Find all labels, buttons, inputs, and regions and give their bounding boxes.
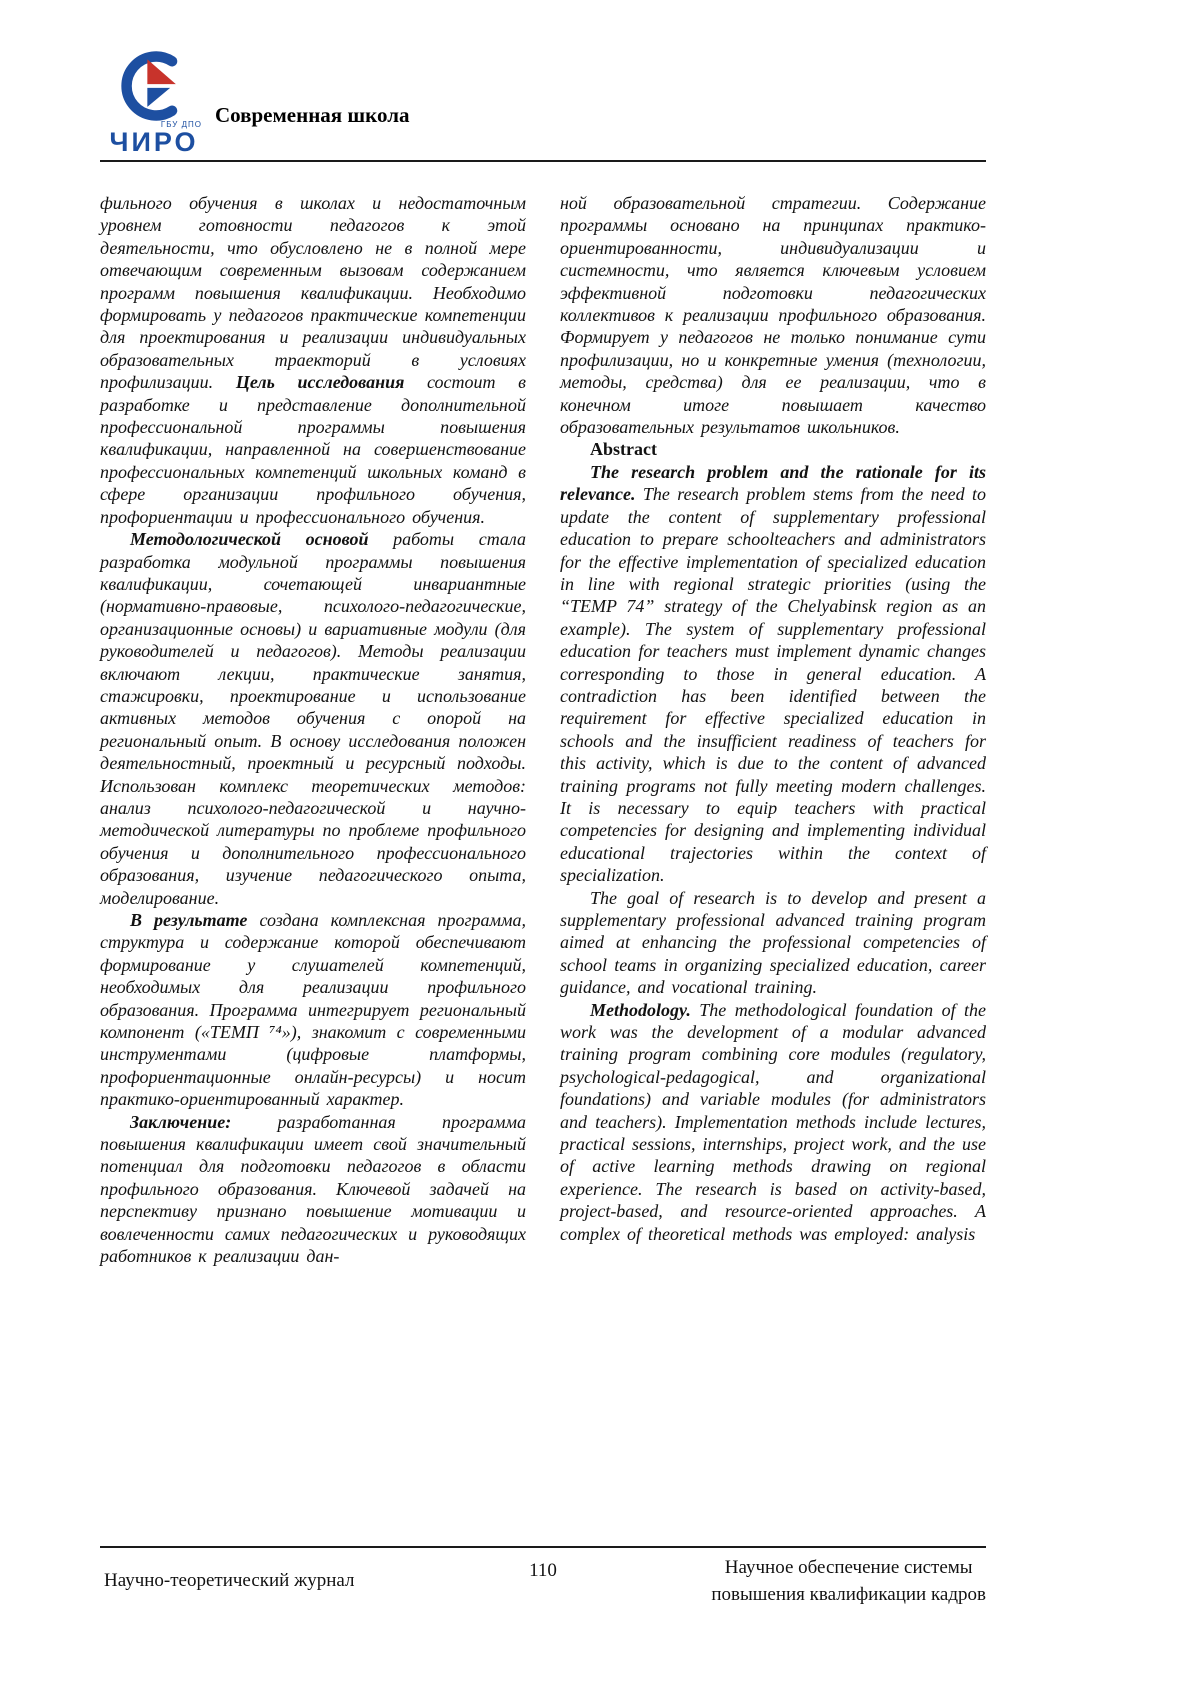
- logo-org-type: ГБУ ДПО: [160, 120, 202, 129]
- page-header: [100, 48, 985, 160]
- footer-divider: [100, 1546, 986, 1548]
- footer-journal-type: Научно-теоретический журнал: [104, 1570, 355, 1591]
- footer-series-title: [711, 1554, 986, 1608]
- paragraph-text: создана комплексная программа, структура и содержание которой обеспечивают формирование у слушателей компетенций, необходимых для реализации профильного образования. Программа интегрирует региональный компонент («ТЕМП ⁷⁴»), знакомит с современными инструментами (цифровые платформы, профориентационные онлайн-ресурсы) и носит практико-ориентированный характер.: [100, 910, 526, 1110]
- paragraph-text: The methodological foundation of the work was the development of a modular advanced training program combining core modules (regulatory, psychological-pedagogical, and organizational foundations) and variable modules (for administrators and teachers). Implementation methods include lectures, practical sessions, internships, project work, and the use of active learning methods drawing on regional experience. The research is based on activity-based, project-based, and resource-oriented approaches. A complex of theoretical methods was employed: analysis: [560, 999, 986, 1244]
- paragraph-text: The research problem stems from the need to update the content of supplementary professional education to prepare schoolteachers and administrators for the effective implementation of specialized education in line with regional strategic priorities (using the “TEMP 74” strategy of the Chelyabinsk region as an example). The system of supplementary professional education for teachers must implement dynamic changes corresponding to those in general education. A contradiction has been identified between the requirement for effective specialized education in schools and the insufficient readiness of teachers for this activity, which is due to the content of advanced training programs not fully meeting modern challenges. It is necessary to equip teachers with practical competencies for designing and implementing individual educational trajectories within the context of specialization.: [560, 484, 986, 886]
- lead-phrase-methodology: Методологической основой: [130, 529, 369, 550]
- page-footer: [100, 1552, 986, 1622]
- paragraph-annotation-continued: [100, 192, 526, 528]
- right-column: [560, 192, 986, 1268]
- paragraph-text: фильного обучения в школах и недостаточным уровнем готовности педагогов к этой деятельности, что обусловлено не в полной мере отвечающим современным вызовам содержанием программ повышения квалификации. Необходимо формировать у педагогов практические компетенции для проектирования и реализации индивидуальных образовательных траекторий в условиях профилизации.: [100, 193, 526, 393]
- paragraph-results-ru: [100, 909, 526, 1111]
- paragraph-methodology-ru: [100, 528, 526, 909]
- abstract-heading: Abstract: [590, 439, 657, 460]
- paragraph-text: ной образовательной стратегии. Содержание программы основано на принципах практико-ориентированности, индивидуализации и системности, что является ключевым условием эффективной подготовки педагогических коллективов к реализации профильного образования. Формирует у педагогов не только понимание сути профилизации, но и конкретные умения (технологии, методы, средства) для ее реализации, что в конечном итоге повышает качество образовательных результатов школьников.: [560, 193, 986, 438]
- left-column: [100, 192, 526, 1268]
- logo-org-name: ЧИРО: [109, 127, 199, 157]
- footer-series-line2: повышения квалификации кадров: [711, 1584, 986, 1605]
- lead-phrase-goal: Цель исследования: [235, 372, 405, 393]
- header-divider: [100, 160, 986, 162]
- lead-phrase-results: В результате: [130, 910, 248, 930]
- page-number: 110: [529, 1560, 557, 1581]
- paragraph-strategy-continued: [560, 192, 986, 438]
- paragraph-text: работы стала разработка модульной программы повышения квалификации, сочетающей инвариантные (нормативно-правовые, психолого-педагогические, организационные основы) и вариативные модули (для руководителей и педагогов). Методы реализации включают лекции, практические занятия, стажировки, проектирование и использование активных методов обучения с опорой на региональный опыт. В основу исследования положен деятельностный, проектный и ресурсный подходы. Использован комплекс теоретических методов: анализ психолого-педагогической и научно-методической литературы по проблеме профильного обучения и дополнительного профессионального образования, изучение педагогического опыта, моделирование.: [100, 529, 526, 908]
- journal-section-title: Современная школа: [215, 103, 410, 127]
- article-body: [100, 192, 986, 1268]
- lead-phrase-research-problem: The research problem and the rationale for its relevance.: [560, 461, 986, 505]
- paragraph-goal-en: [560, 887, 986, 999]
- logo-emblem-icon: [110, 48, 198, 124]
- lead-phrase-conclusion: Заключение:: [130, 1111, 232, 1132]
- paragraph-text: The goal of research is to develop and present a supplementary professional advanced training program aimed at enhancing the professional competencies of school teams in organizing specialized education, career guidance, and vocational training.: [560, 887, 986, 998]
- paragraph-text: разработанная программа повышения квалификации имеет свой значительный потенциал для подготовки педагогов в области профильного образования. Ключевой задачей на перспективу признано повышение мотивации и вовлеченности самих педагогических и руководящих работников к реализации дан-: [100, 1111, 526, 1267]
- journal-logo: [100, 48, 208, 156]
- paragraph-text: состоит в разработке и представление дополнительной профессиональной программы повышения квалификации, направленной на совершенствование профессиональных компетенций школьных команд в сфере организации профильного обучения, профориентации и профессионального обучения.: [100, 372, 526, 527]
- paragraph-conclusion-ru: [100, 1111, 526, 1268]
- paragraph-methodology-en: [560, 999, 986, 1245]
- lead-phrase-methodology-en: Methodology.: [590, 999, 691, 1020]
- paragraph-research-problem-en: [560, 461, 986, 887]
- footer-series-line1: Научное обеспечение системы: [724, 1557, 973, 1578]
